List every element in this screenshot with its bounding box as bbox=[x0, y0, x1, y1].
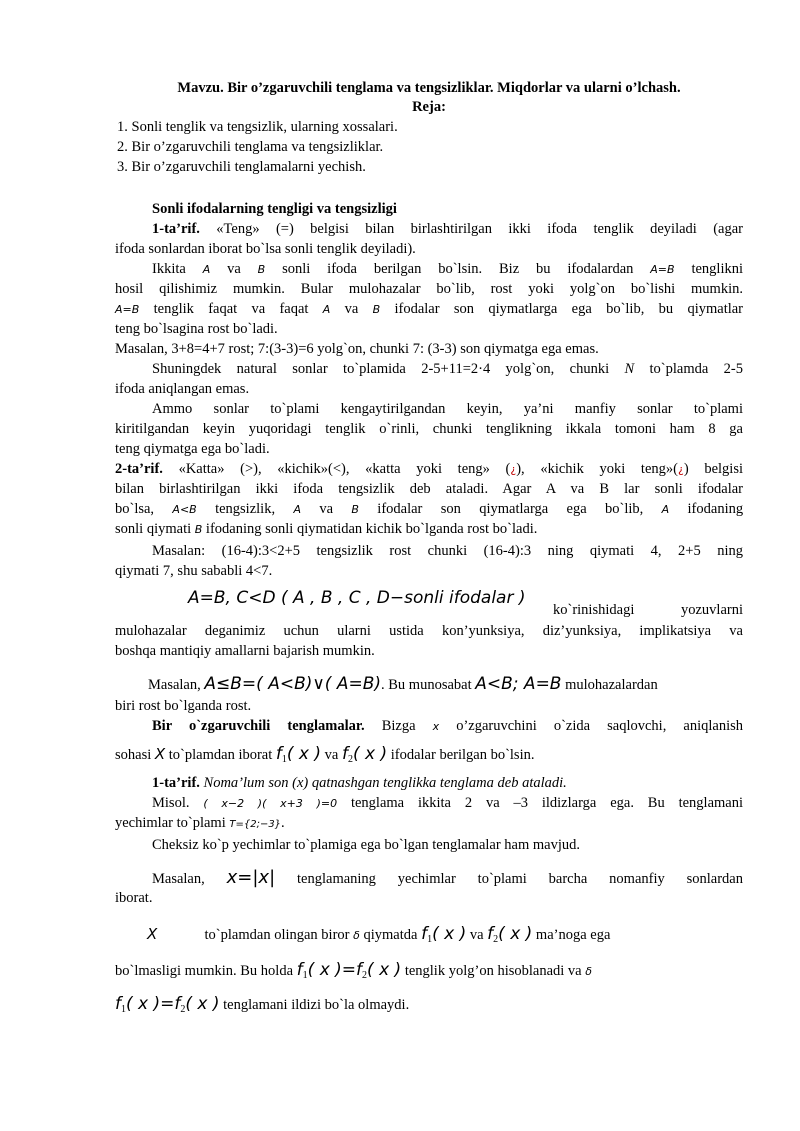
math-formula: A≤B=( A<B)∨( A=B) bbox=[204, 674, 382, 694]
plan-heading: Reja: bbox=[412, 99, 446, 115]
math-formula: A<B bbox=[172, 503, 197, 516]
subscript: 1 bbox=[427, 934, 433, 945]
section-heading-2: Bir o`zgaruvchili tenglamalar. bbox=[152, 718, 365, 734]
math-formula: ( x−2 )( x+3 )=0 bbox=[203, 797, 338, 810]
set-symbol: N bbox=[624, 361, 635, 377]
paragraph-line: yechimlar to`plami T={2;−3}. bbox=[115, 815, 285, 831]
text: ) belgisi bbox=[683, 461, 743, 477]
subscript: 1 bbox=[281, 754, 287, 765]
math-formula: f bbox=[296, 960, 303, 980]
text: tengsizlik, bbox=[215, 501, 276, 517]
paragraph-line: mulohazalar deganimiz uchun ularni ustida kon’yunksiya, diz’yunksiya, implikatsiya va bbox=[115, 623, 743, 639]
text: . Bu munosabat bbox=[381, 677, 472, 693]
paragraph-line: hosil qilishimiz mumkin. Bular mulohazalar bo`lib, rost yoki yolg`on bo`lishi mumkin. bbox=[115, 281, 743, 297]
text: sonli ifoda berilgan bo`lsin. Biz bu ifodalardan bbox=[282, 261, 634, 277]
subscript: 2 bbox=[362, 970, 368, 981]
math-formula: = bbox=[160, 994, 175, 1014]
text: va bbox=[324, 747, 339, 763]
paragraph-line: bilan birlashtirilgan ikki ifoda tengsizlik deb ataladi. Agar A va B lar sonli ifodalar bbox=[115, 481, 743, 497]
text: to`plamdan olingan biror bbox=[204, 927, 350, 943]
math-symbol: B bbox=[372, 303, 381, 316]
math-symbol: X bbox=[154, 745, 166, 763]
plan-item-1: 1. Sonli tenglik va tengsizlik, ularning xossalari. bbox=[117, 119, 398, 135]
subscript: 2 bbox=[493, 934, 499, 945]
text: ifodalar berilgan bo`lsin. bbox=[390, 747, 535, 763]
paragraph-line: ko`rinishidagi yozuvlarni bbox=[553, 602, 743, 618]
text: ifodaning sonli qiymatidan kichik bo`lganda rost bo`ladi. bbox=[205, 521, 538, 537]
math-formula: ( x ) bbox=[367, 960, 402, 980]
math-symbol: B bbox=[194, 523, 203, 536]
missing-glyph: ¿ bbox=[677, 463, 684, 476]
math-formula: ( x ) bbox=[126, 994, 161, 1014]
paragraph-line: kiritilgandan keyin yuqoridagi tenglik o`rinli, chunki tenglikning ikkala tomoni ham 8 ga bbox=[115, 421, 743, 437]
math-symbol: A bbox=[322, 303, 331, 316]
math-formula: ( x ) bbox=[286, 744, 322, 764]
example-line: qiymati 7, shu sababli 4<7. bbox=[115, 563, 273, 579]
example-line bbox=[148, 674, 743, 695]
text: va bbox=[319, 501, 334, 517]
text: «Katta» (>), «kichik»(<), «katta yoki teng» ( bbox=[178, 461, 511, 477]
text: bo`lmasligi mumkin. Bu holda bbox=[115, 963, 294, 979]
math-symbol: A bbox=[202, 263, 211, 276]
math-formula: A<B; A=B bbox=[475, 674, 562, 694]
math-symbol: X bbox=[147, 925, 158, 943]
text: tenglik yolg’on hisoblanadi va bbox=[404, 963, 582, 979]
paragraph-line bbox=[115, 299, 743, 320]
text: va bbox=[344, 301, 359, 317]
text: Bizga bbox=[381, 718, 416, 734]
text: Masalan, bbox=[148, 677, 201, 693]
math-symbol: A bbox=[293, 503, 301, 516]
text: mulohazalardan bbox=[565, 677, 658, 693]
subscript: 1 bbox=[121, 1004, 126, 1015]
example-line bbox=[115, 793, 743, 814]
formula-display bbox=[188, 588, 548, 609]
math-formula: f bbox=[487, 924, 494, 944]
text: tenglik faqat va faqat bbox=[153, 301, 309, 317]
definition-label: 1-ta’rif. bbox=[152, 775, 200, 791]
section-heading-2-line bbox=[115, 716, 743, 737]
definition-line bbox=[115, 773, 743, 793]
section-heading-1: Sonli ifodalarning tengligi va tengsizligi bbox=[152, 201, 397, 217]
paragraph-line bbox=[115, 744, 743, 770]
text: Noma’lum son (x) qatnashgan tenglikka tenglama deb ataladi. bbox=[203, 775, 567, 791]
definition-label: 2-ta’rif. bbox=[115, 461, 163, 477]
text: Ikkita bbox=[152, 261, 186, 277]
text: Misol. bbox=[152, 795, 190, 811]
plan-item-2: 2. Bir o’zgaruvchili tenglama va tengsizliklar. bbox=[117, 139, 384, 155]
math-formula: T={2;−3} bbox=[229, 819, 282, 830]
paragraph-line: ifoda sonlardan iborat bo`lsa sonli tenglik deyiladi). bbox=[115, 241, 416, 257]
text: «Teng» (=) belgisi bilan birlashtirilgan ikki ifoda tenglik deyiladi (agar bbox=[216, 221, 743, 237]
text: Shuningdek natural sonlar to`plamida 2-5+11=2·4 yolg`on, chunki bbox=[152, 361, 610, 377]
page-title: Mavzu. Bir o’zgaruvchili tenglama va tengsizliklar. Miqdorlar va ularni o’lchash. bbox=[177, 80, 681, 96]
text: ifodaning bbox=[687, 501, 744, 517]
math-formula: f bbox=[174, 994, 181, 1014]
paragraph-line: ifoda aniqlangan emas. bbox=[115, 381, 250, 397]
paragraph-line bbox=[115, 960, 743, 986]
paragraph-line: Cheksiz ko`p yechimlar to`plamiga ega bo`lgan tenglamalar ham mavjud. bbox=[152, 837, 581, 853]
math-formula: f bbox=[356, 960, 363, 980]
subscript: 2 bbox=[180, 1004, 186, 1015]
text: bo`lsa, bbox=[115, 501, 155, 517]
paragraph-line: Ammo sonlar to`plami kengaytirilgandan keyin, ya’ni manfiy sonlar to`plami bbox=[152, 401, 743, 417]
paragraph-line: teng bo`lsagina rost bo`ladi. bbox=[115, 321, 278, 337]
math-formula: ( x ) bbox=[185, 994, 220, 1014]
paragraph-line bbox=[115, 359, 743, 379]
paragraph-line bbox=[115, 259, 743, 280]
math-formula: ( x ) bbox=[352, 744, 388, 764]
math-formula: ( x ) bbox=[498, 924, 533, 944]
math-formula: A=B bbox=[650, 263, 675, 276]
text: sonli qiymati bbox=[115, 521, 192, 537]
paragraph-line bbox=[115, 519, 743, 540]
text: ), «kichik yoki teng»( bbox=[516, 461, 678, 477]
text: ma’noga ega bbox=[535, 927, 611, 943]
text: o’zgaruvchini o`zida saqlovchi, aniqlanish bbox=[456, 718, 744, 734]
paragraph-line: teng qiymatga ega bo`ladi. bbox=[115, 441, 270, 457]
math-formula: f bbox=[275, 744, 282, 764]
text: tenglikni bbox=[691, 261, 744, 277]
subscript: 1 bbox=[302, 970, 308, 981]
text: qiymatda bbox=[363, 927, 418, 943]
definition-2-line bbox=[115, 459, 743, 480]
math-formula: = bbox=[341, 960, 357, 980]
paragraph-line bbox=[147, 924, 707, 950]
paragraph-line: biri rost bo`lganda rost. bbox=[115, 698, 252, 714]
paragraph-line: boshqa mantiqiy amallarni bajarish mumkin. bbox=[115, 643, 375, 659]
math-symbol: A bbox=[661, 503, 670, 516]
text: sohasi bbox=[115, 747, 152, 763]
example-line: Masalan, 3+8=4+7 rost; 7:(3-3)=6 yolg`on, chunki 7: (3-3) son qiymatga ega emas. bbox=[115, 341, 599, 357]
math-formula: f bbox=[421, 924, 428, 944]
math-formula: A=B bbox=[115, 303, 140, 316]
paragraph-line bbox=[115, 499, 743, 520]
math-symbol: δ bbox=[353, 929, 360, 942]
definition-1-line bbox=[115, 219, 743, 239]
math-symbol: B bbox=[257, 263, 266, 276]
math-formula: ( x ) bbox=[432, 924, 467, 944]
text: tenglamani ildizi bo`la olmaydi. bbox=[223, 997, 410, 1013]
text: ifodalar son qiymatlarga ega bo`lib, bu qiymatlar bbox=[394, 301, 744, 317]
subscript: 2 bbox=[347, 754, 353, 765]
math-formula: f bbox=[341, 744, 348, 764]
text: yechimlar to`plami bbox=[115, 815, 226, 831]
math-formula: A=B, C<D ( A , B , C , D−sonli ifodalar ) bbox=[188, 588, 526, 608]
plan-item-3: 3. Bir o’zgaruvchili tenglamalarni yechish. bbox=[117, 159, 366, 175]
math-symbol: B bbox=[351, 503, 359, 516]
text: va bbox=[227, 261, 241, 277]
math-symbol: x bbox=[432, 720, 440, 733]
math-symbol: δ bbox=[585, 965, 592, 978]
paragraph-line bbox=[115, 994, 743, 1020]
text: tenglamaning yechimlar to`plami barcha nomanfiy sonlardan bbox=[297, 871, 743, 887]
text: va bbox=[469, 927, 484, 943]
math-formula: f bbox=[115, 994, 121, 1014]
text: to`plamda 2-5 bbox=[649, 361, 743, 377]
paragraph-line: iborat. bbox=[115, 890, 153, 906]
text: ifodalar son qiymatlarga ega bo`lib, bbox=[377, 501, 644, 517]
text: to`plamdan iborat bbox=[168, 747, 273, 763]
text: Masalan, bbox=[152, 871, 205, 887]
missing-glyph: ¿ bbox=[510, 463, 517, 476]
example-line: Masalan: (16-4):3<2+5 tengsizlik rost chunki (16-4):3 ning qiymati 4, 2+5 ning bbox=[152, 543, 743, 559]
math-formula: x=|x| bbox=[226, 867, 276, 888]
example-line bbox=[152, 868, 743, 889]
definition-label: 1-ta’rif. bbox=[152, 221, 200, 237]
math-formula: ( x ) bbox=[307, 960, 342, 980]
text: tenglama ikkita 2 va –3 ildizlarga ega. Bu tenglamani bbox=[350, 795, 743, 811]
